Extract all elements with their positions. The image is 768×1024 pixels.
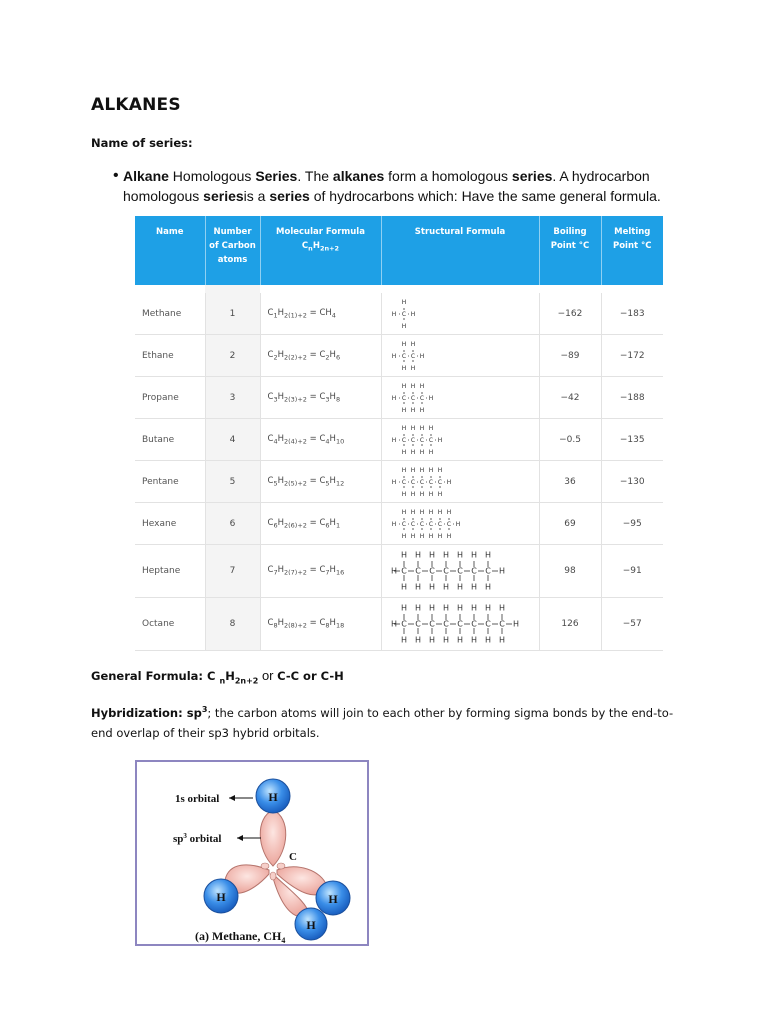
structural-formula — [381, 377, 539, 419]
atom-label: H — [428, 551, 435, 560]
atom-label: H — [401, 466, 406, 474]
table-row — [135, 545, 663, 598]
atom-label: H — [428, 532, 433, 539]
atom-label: H — [455, 520, 460, 528]
atom-label: H — [498, 566, 505, 576]
atom-label: H — [419, 424, 424, 432]
table-row — [135, 293, 663, 335]
melting-point: −91 — [601, 545, 663, 598]
structural-formula — [381, 335, 539, 377]
atom-label: C — [470, 566, 477, 576]
methane-orbital-diagram — [137, 762, 367, 944]
atom-label: H — [428, 604, 435, 613]
table-header-row — [135, 216, 663, 285]
atom-label: H — [401, 490, 406, 497]
label-sp3-orbital: $sp^3$ orbital — [173, 832, 222, 845]
atom-label: C — [400, 619, 407, 629]
carbon-count: 4 — [205, 419, 260, 461]
atom-label: H — [470, 582, 477, 591]
alkane-name: Pentane — [135, 461, 205, 503]
atom-label: H — [391, 394, 396, 402]
alkane-name: Ethane — [135, 335, 205, 377]
structural-diagram — [390, 425, 452, 455]
structural-formula — [381, 598, 539, 651]
atom-label: H — [410, 364, 415, 371]
table-row — [135, 461, 663, 503]
atom-label: H — [419, 448, 424, 455]
structural-diagram — [390, 604, 528, 644]
atom-label: H — [484, 551, 491, 560]
atom-label: C — [428, 566, 435, 576]
atom-label: H — [442, 551, 449, 560]
atom-label: C — [410, 478, 415, 486]
structural-diagram — [390, 467, 461, 497]
alkane-name: Methane — [135, 293, 205, 335]
atom-label: C — [442, 619, 449, 629]
boiling-point: −42 — [539, 377, 601, 419]
atom-label: H — [442, 635, 449, 644]
atom-label: C — [410, 352, 415, 360]
atom-label: H — [410, 310, 415, 318]
atom-label: C — [401, 394, 406, 402]
atom-label: H — [419, 382, 424, 390]
atom-label: H — [401, 508, 406, 516]
alkane-name: Butane — [135, 419, 205, 461]
svg-text:H: H — [216, 890, 226, 904]
atom-label: H — [419, 466, 424, 474]
atom-label: H — [391, 478, 396, 486]
atom-label: H — [470, 635, 477, 644]
atom-label: C — [401, 352, 406, 360]
atom-label: C — [498, 619, 505, 629]
boiling-point: 36 — [539, 461, 601, 503]
atom-label: C — [428, 436, 433, 444]
atom-label: C — [456, 619, 463, 629]
table-row — [135, 598, 663, 651]
atom-label: H — [437, 532, 442, 539]
bullet-icon: • — [113, 167, 119, 184]
table-row — [135, 419, 663, 461]
atom-label: H — [419, 406, 424, 413]
atom-label: H — [446, 532, 451, 539]
atom-label: H — [456, 604, 463, 613]
atom-label: H — [498, 604, 505, 613]
atom-label: C — [401, 310, 406, 318]
general-formula: General Formula: C $_nH_{2n+2}$ or C-C or C-H — [91, 668, 344, 686]
atom-label: H — [410, 448, 415, 455]
carbon-label: C — [289, 851, 297, 863]
atom-label: H — [401, 322, 406, 329]
molecular-formula: $C_7H_{2(7)+2} = C_7H_{16}$ — [260, 545, 381, 598]
alkane-name: Octane — [135, 598, 205, 651]
melting-point: −172 — [601, 335, 663, 377]
header-melting: Melting Point °C — [601, 216, 663, 285]
atom-label: H — [391, 352, 396, 360]
melting-point: −135 — [601, 419, 663, 461]
atom-label: H — [456, 582, 463, 591]
carbon-count: 8 — [205, 598, 260, 651]
atom-label: H — [400, 604, 407, 613]
carbon-count: 3 — [205, 377, 260, 419]
atom-label: H — [512, 619, 519, 629]
melting-point: −130 — [601, 461, 663, 503]
structural-formula — [381, 419, 539, 461]
atom-label: H — [401, 340, 406, 348]
atom-label: H — [410, 382, 415, 390]
atom-label: H — [391, 520, 396, 528]
figure-caption: (a) Methane, $CH_4$ — [195, 929, 286, 944]
boiling-point: −0.5 — [539, 419, 601, 461]
label-1s-orbital: 1s orbital — [175, 793, 220, 805]
atom-label: H — [410, 466, 415, 474]
alkane-name: Hexane — [135, 503, 205, 545]
atom-label: H — [484, 604, 491, 613]
atom-label: H — [414, 551, 421, 560]
atom-label: H — [428, 466, 433, 474]
atom-label: H — [419, 352, 424, 360]
atom-label: H — [446, 478, 451, 486]
atom-label: H — [401, 298, 406, 306]
atom-label: H — [419, 490, 424, 497]
molecular-formula: $C_3H_{2(3)+2} = C_3H_8$ — [260, 377, 381, 419]
atom-label: C — [410, 394, 415, 402]
atom-label: H — [391, 310, 396, 318]
table-row — [135, 503, 663, 545]
atom-label: H — [419, 532, 424, 539]
atom-label: H — [419, 508, 424, 516]
svg-text:H: H — [268, 790, 278, 804]
atom-label: H — [410, 340, 415, 348]
atom-label: C — [414, 566, 421, 576]
atom-label: C — [484, 566, 491, 576]
structural-diagram — [390, 509, 470, 539]
atom-label: H — [401, 448, 406, 455]
boiling-point: −162 — [539, 293, 601, 335]
atom-label: C — [401, 436, 406, 444]
structural-diagram — [390, 299, 425, 329]
atom-label: H — [390, 566, 397, 576]
atom-label: C — [428, 478, 433, 486]
atom-label: C — [442, 566, 449, 576]
atom-label: H — [442, 582, 449, 591]
header-structural: Structural Formula — [381, 216, 539, 285]
atom-label: H — [442, 604, 449, 613]
molecular-formula: $C_1H_{2(1)+2} = CH_4$ — [260, 293, 381, 335]
atom-label: H — [498, 635, 505, 644]
structural-formula — [381, 545, 539, 598]
atom-label: C — [428, 619, 435, 629]
atom-label: C — [446, 520, 451, 528]
atom-label: C — [410, 436, 415, 444]
atom-label: H — [410, 532, 415, 539]
atom-label: H — [410, 508, 415, 516]
atom-label: H — [456, 635, 463, 644]
atom-label: C — [400, 566, 407, 576]
atom-label: H — [410, 490, 415, 497]
atom-label: H — [437, 466, 442, 474]
atom-label: H — [428, 508, 433, 516]
atom-label: H — [401, 424, 406, 432]
atom-label: H — [437, 508, 442, 516]
atom-label: C — [428, 520, 433, 528]
atom-label: H — [470, 604, 477, 613]
atom-label: C — [437, 520, 442, 528]
atom-label: H — [390, 619, 397, 629]
atom-label: H — [401, 406, 406, 413]
atom-label: H — [414, 604, 421, 613]
header-boiling: Boiling Point °C — [539, 216, 601, 285]
atom-label: C — [484, 619, 491, 629]
atom-label: H — [446, 508, 451, 516]
atom-label: H — [428, 635, 435, 644]
atom-label: C — [419, 394, 424, 402]
methane-orbital-figure — [135, 760, 369, 946]
header-molecular: Molecular Formula $C_nH_{2n+2}$ — [260, 216, 381, 285]
atom-label: C — [414, 619, 421, 629]
boiling-point: 126 — [539, 598, 601, 651]
atom-label: H — [400, 582, 407, 591]
structural-formula — [381, 503, 539, 545]
atom-label: H — [456, 551, 463, 560]
alkane-table — [135, 216, 663, 651]
atom-label: C — [456, 566, 463, 576]
carbon-count: 6 — [205, 503, 260, 545]
molecular-formula: $C_6H_{2(6)+2} = C_6H_1$ — [260, 503, 381, 545]
atom-label: C — [437, 478, 442, 486]
hybridization-text: Hybridization: $sp^3$; the carbon atoms will join to each other by forming sigma bonds by the end-to-end overlap of their sp3 hybrid orbitals. — [91, 705, 674, 740]
atom-label: H — [414, 582, 421, 591]
atom-label: H — [401, 364, 406, 371]
svg-text:H: H — [328, 892, 338, 906]
atom-label: H — [437, 490, 442, 497]
atom-label: C — [419, 436, 424, 444]
molecular-formula: $C_4H_{2(4)+2} = C_4H_{10}$ — [260, 419, 381, 461]
boiling-point: 98 — [539, 545, 601, 598]
table-row — [135, 377, 663, 419]
alkane-name: Propane — [135, 377, 205, 419]
melting-point: −188 — [601, 377, 663, 419]
carbon-count: 1 — [205, 293, 260, 335]
atom-label: H — [428, 424, 433, 432]
carbon-count: 7 — [205, 545, 260, 598]
atom-label: H — [484, 635, 491, 644]
atom-label: H — [400, 551, 407, 560]
atom-label: C — [401, 478, 406, 486]
atom-label: C — [419, 478, 424, 486]
molecular-formula: $C_5H_{2(5)+2} = C_5H_{12}$ — [260, 461, 381, 503]
atom-label: H — [401, 382, 406, 390]
atom-label: H — [428, 490, 433, 497]
atom-label: H — [428, 448, 433, 455]
atom-label: H — [428, 394, 433, 402]
intro-paragraph: Alkane Homologous Series. The alkanes form a homologous series. A hydrocarbon homologous seriesis a series of hydrocarbons which: Have the same general formula. — [123, 168, 661, 204]
series-label: Name of series: — [91, 136, 193, 150]
atom-label: C — [410, 520, 415, 528]
atom-label: H — [410, 406, 415, 413]
atom-label: C — [470, 619, 477, 629]
atom-label: H — [391, 436, 396, 444]
melting-point: −183 — [601, 293, 663, 335]
molecular-formula: $C_8H_{2(8)+2} = C_8H_{18}$ — [260, 598, 381, 651]
atom-label: H — [414, 635, 421, 644]
atom-label: H — [401, 532, 406, 539]
atom-label: H — [437, 436, 442, 444]
structural-formula — [381, 293, 539, 335]
page-title: ALKANES — [91, 95, 181, 115]
atom-label: H — [410, 424, 415, 432]
svg-text:H: H — [306, 918, 316, 932]
atom-label: H — [484, 582, 491, 591]
atom-label: H — [428, 582, 435, 591]
melting-point: −57 — [601, 598, 663, 651]
sp3-lobe-top — [260, 810, 286, 866]
molecular-formula: $C_2H_{2(2)+2} = C_2H_6$ — [260, 335, 381, 377]
melting-point: −95 — [601, 503, 663, 545]
atom-label: C — [419, 520, 424, 528]
carbon-count: 5 — [205, 461, 260, 503]
alkane-name: Heptane — [135, 545, 205, 598]
header-name: Name — [135, 216, 205, 285]
carbon-count: 2 — [205, 335, 260, 377]
atom-label: H — [470, 551, 477, 560]
table-row — [135, 335, 663, 377]
structural-diagram — [390, 383, 443, 413]
boiling-point: 69 — [539, 503, 601, 545]
atom-label: C — [401, 520, 406, 528]
structural-formula — [381, 461, 539, 503]
atom-label: H — [400, 635, 407, 644]
structural-diagram — [390, 341, 434, 371]
structural-diagram — [390, 551, 514, 591]
header-number: Number of Carbon atoms — [205, 216, 260, 285]
boiling-point: −89 — [539, 335, 601, 377]
